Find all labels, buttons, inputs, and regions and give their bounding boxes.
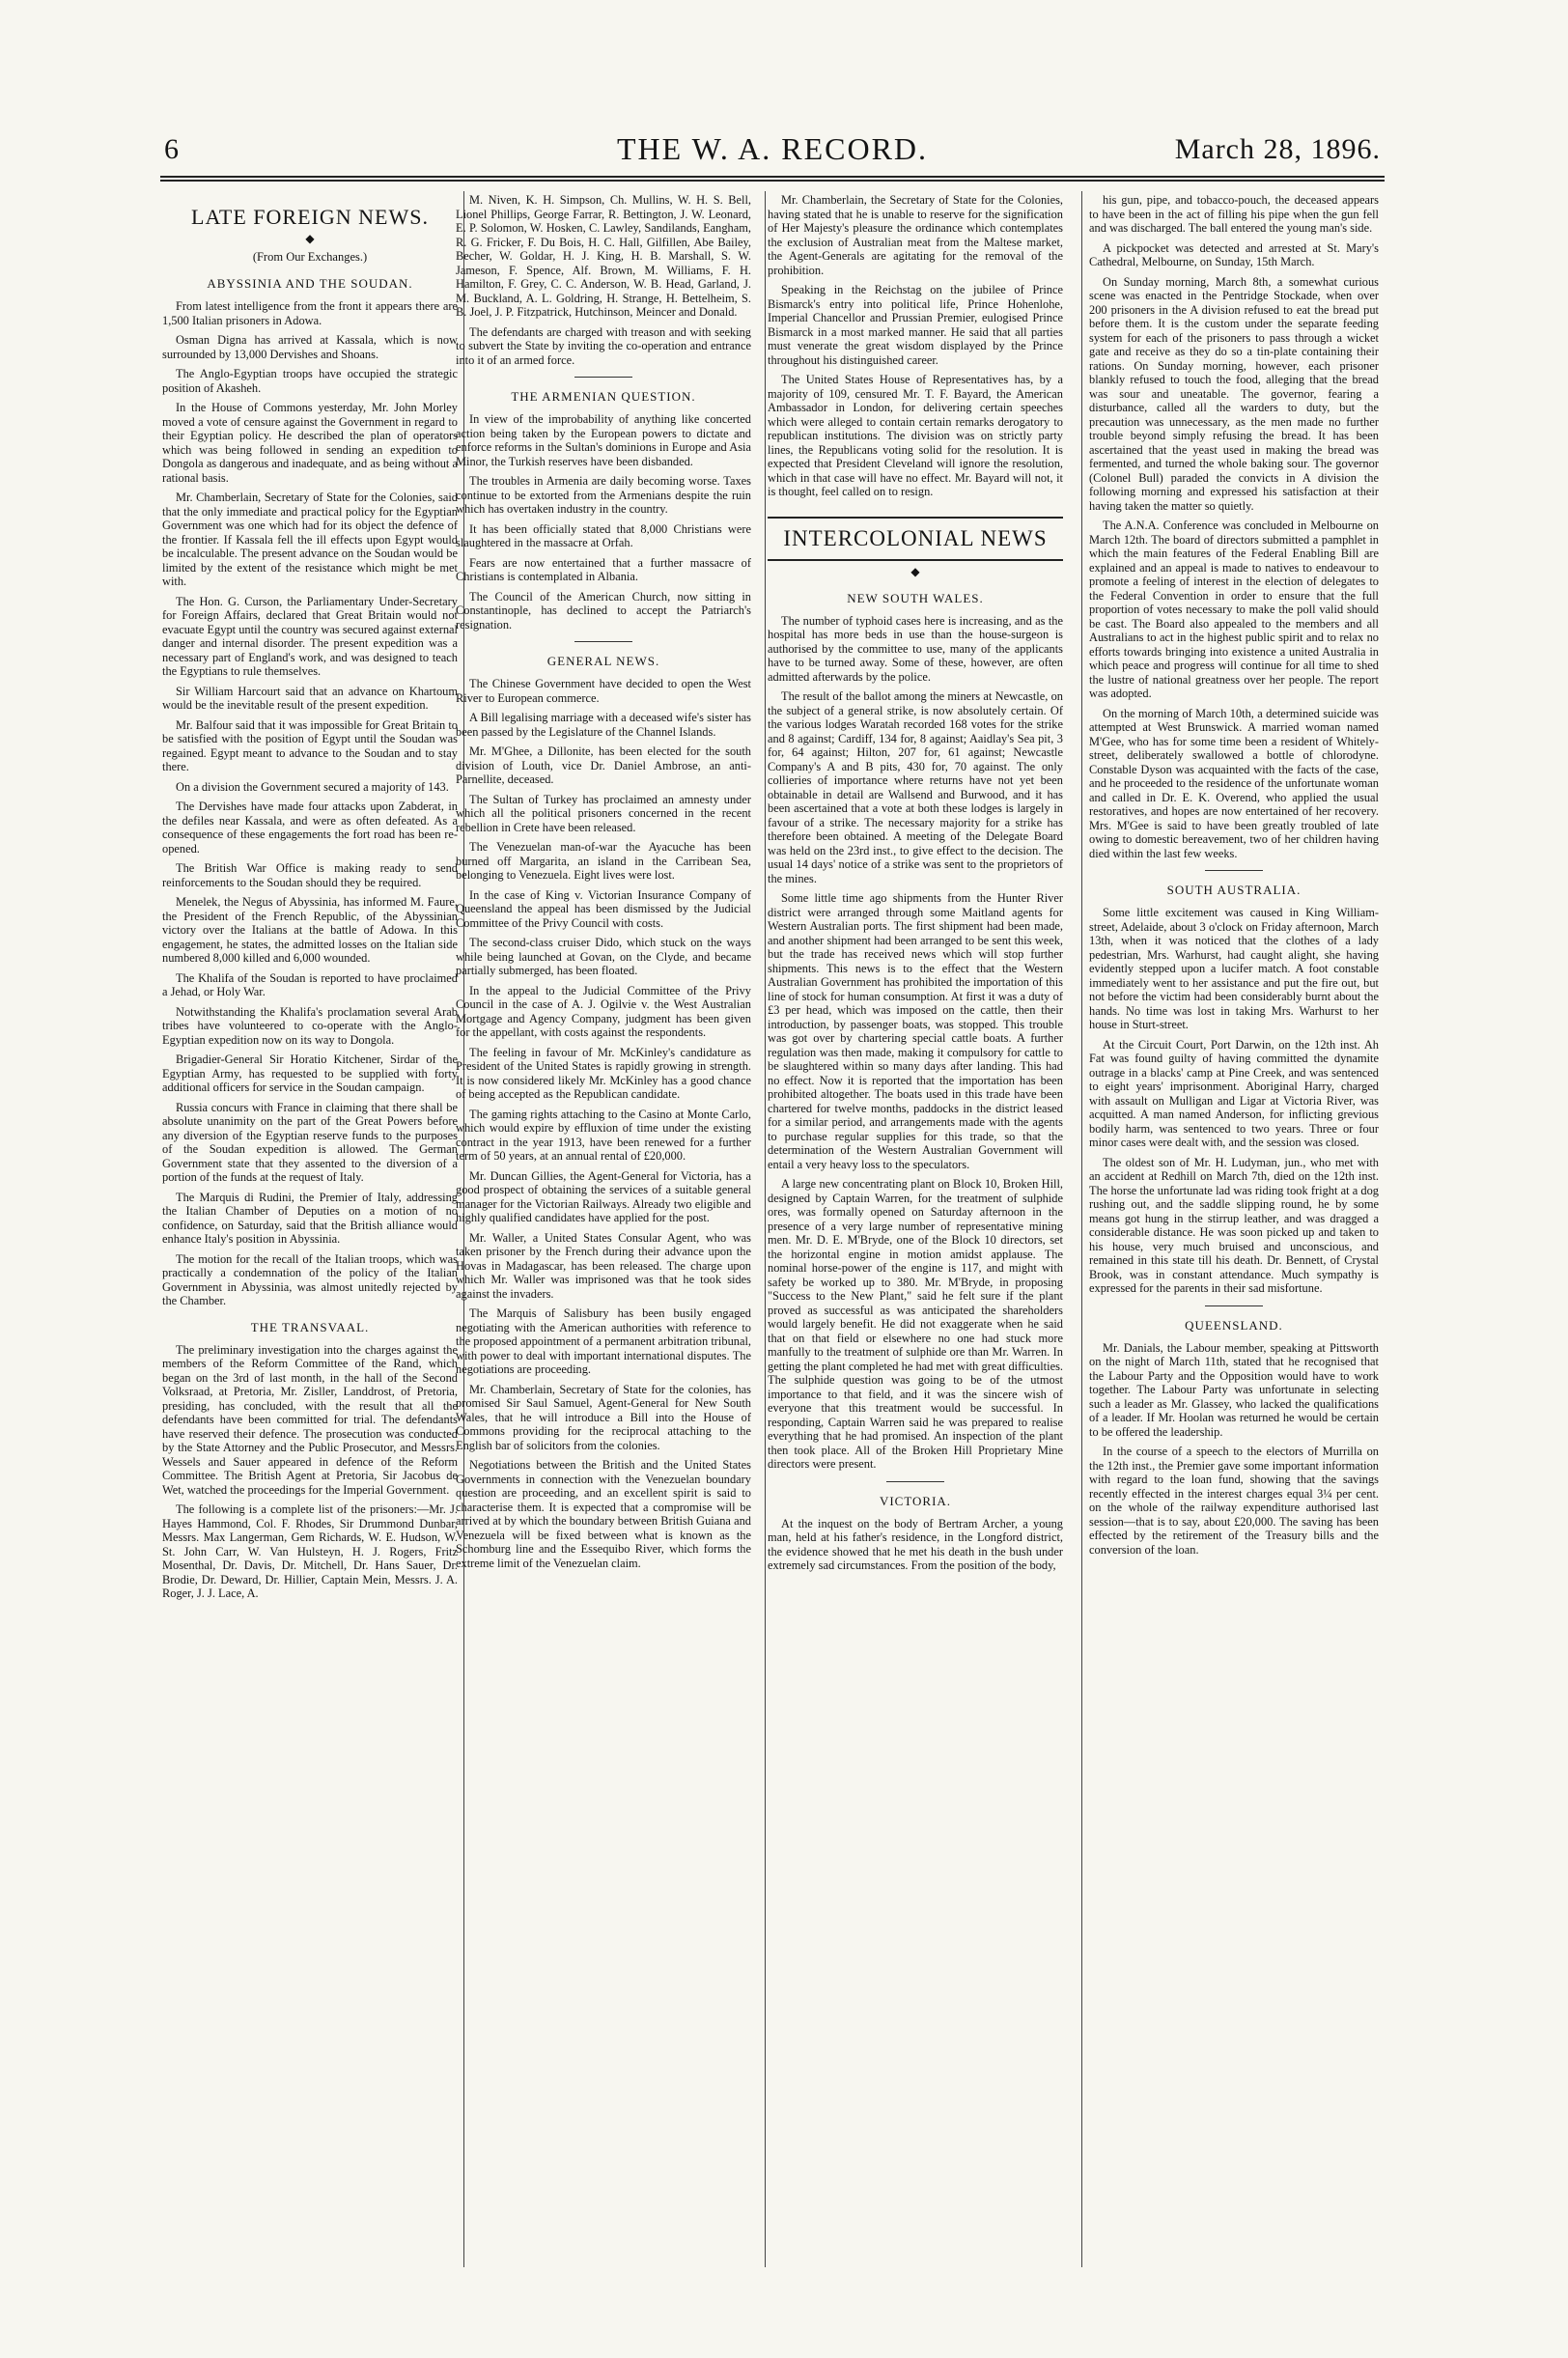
separator-rule	[886, 1481, 944, 1482]
article-general-news	[456, 677, 751, 1570]
paragraph: The Chinese Government have decided to open the West River to European commerce.	[456, 677, 751, 705]
issue-date: March 28, 1896.	[1174, 133, 1381, 165]
paragraph: A large new concentrating plant on Block 10, Broken Hill, designed by Captain Warren, for the treatment of sulphide ores, was formally opened on Saturday afternoon in the presence of a very large number of representative mining men. Mr. D. E. M'Bryde, one of the Block 10 directors, set the horizontal engine in motion amidst applause. The nominal horse-power of the engine is 117, and might with safety be worked up to 380. Mr. M'Bryde, in proposing "Success to the New Plant," said he felt sure if the plant proved as successful as was anticipated the shareholders would largely benefit. He did not exaggerate when he said that on that field or elsewhere no one had stuck more manfully to the treatment of sulphide ore than Mr. Warren. In getting the plant completed he had met with great difficulties. The sulphide question was going to be of the utmost importance to that field, and it was the sincere wish of everyone that this treatment would be successful. In responding, Captain Warren said he was prepared to realise everything that he had promised. An inspection of the plant then took place. All of the Broken Hill Proprietary Mine directors were present.	[768, 1177, 1063, 1471]
paragraph: From latest intelligence from the front it appears there are 1,500 Italian prisoners in Adowa.	[162, 299, 458, 327]
paragraph: The Council of the American Church, now sitting in Constantinople, has declined to accept the Patriarch's resignation.	[456, 589, 751, 632]
paragraph: It has been officially stated that 8,000 Christians were slaughtered in the massacre at Orfah.	[456, 521, 751, 549]
paragraph: The following is a complete list of the prisoners:—Mr. J. Hayes Hammond, Col. F. Rhodes, Sir Drummond Dunbar, Messrs. Max Langerman, Gem Richards, W. E. Hudson, W. St. John Carr, W. Van Hulsteyn, H. J. Rogers, Fritz Mosenthal, Dr. Davis, Dr. Mitchell, Dr. Hans Sauer, Dr. Brodie, Dr. Deward, Dr. Hillier, Captain Mein, Messrs. J. A. Roger, J. J. Lace, A.	[162, 1502, 458, 1600]
paragraph: The Marquis of Salisbury has been busily engaged negotiating with the American authorities with reference to the proposed appointment of a permanent arbitration tribunal, with power to deal with important international disputes. The negotiations are proceeding.	[456, 1306, 751, 1376]
paragraph: Osman Digna has arrived at Kassala, which is now surrounded by 13,000 Dervishes and Shoans.	[162, 333, 458, 361]
paragraph: Mr. Danials, the Labour member, speaking at Pittsworth on the night of March 11th, stated that he recognised that the Labour Party and the Opposition would have to work together. The Labour Party was unfortunate in selecting such a leader as Mr. Glassey, who lacked the qualifications of a leader. If Mr. Hoolan was returned he would be certain to be offered the leadership.	[1089, 1340, 1379, 1439]
article-transvaal-end	[456, 325, 751, 368]
subheading-abyssinia: ABYSSINIA AND THE SOUDAN.	[207, 276, 413, 291]
header-rule-thin	[160, 180, 1385, 182]
paragraph: The second-class cruiser Dido, which stuck on the ways while being launched at Govan, on the Clyde, and became partially submerged, has been floated.	[456, 936, 751, 977]
paragraph: The preliminary investigation into the charges against the members of the Reform Committee of the Rand, which began on the 3rd of last month, in the hall of the Second Volksraad, at Pretoria, Mr. Zisller, Landdrost, of Pretoria, presiding, has concluded, with the result that all the defendants have been committed for trial. The defendants have reserved their defence. The prosecution was conducted by the State Attorney and the Public Prosecutor, and Messrs. Wessels and Sauer appeared in defence of the Reform Committee. The British Agent at Pretoria, Sir Jacobus de Wet, watched the proceedings for the Imperial Government.	[162, 1342, 458, 1497]
paragraph: The Venezuelan man-of-war the Ayacuche has been burned off Margarita, an island in the Carribean Sea, belonging to Venezuela. Eight lives were lost.	[456, 840, 751, 882]
article-general-news-continued	[768, 193, 1063, 499]
paragraph: Brigadier-General Sir Horatio Kitchener, Sirdar of the Egyptian Army, has requested to be supplied with forty additional officers for service in the Soudan campaign.	[162, 1053, 458, 1094]
subheading-transvaal: THE TRANSVAAL.	[250, 1319, 370, 1334]
paragraph: The gaming rights attaching to the Casino at Monte Carlo, which would expire by effluxion of time under the existing contract in the year 1913, have been renewed for a further term of 50 years, at an annual rental of £20,000.	[456, 1107, 751, 1163]
article-new-south-wales	[768, 614, 1063, 1472]
paragraph: Some little time ago shipments from the Hunter River district were arranged through some Maitland agents for Western Australian ports. The first shipment had been made, and another shipment had been arranged to be sent this week, but the trade has received news which will stop further shipments. This news is to the effect that the Western Australian Government has prohibited the importation of this line of stock for human consumption. At first it was a duty of £3 per head, which was imposed on the cattle, then their introduction, by passenger boats, was stopped. This trouble was got over by chartering special cattle boats. A further regulation was then made, making it compulsory for cattle to be slaughtered within so many days after landing. This had no effect. Now it is reported that the importation has been prohibited altogether. The boats used in this trade have been chartered for twelve months, paddocks in the district leased for a similar period, and arrangements made with the agents to purchase regular supplies for this trade, so that the determination of the Western Australian Government will entail a very heavy loss to the speculators.	[768, 891, 1063, 1171]
paragraph: On Sunday morning, March 8th, a somewhat curious scene was enacted in the Pentridge Stockade, when over 200 prisoners in the A division refused to eat the bread put before them. It is the custom under the separate feeding system for each of the prisoners to pass through a wicket gate and receive as they do so a tin-plate containing their rations. On Sunday morning, however, each prisoner blankly refused to touch the food, alleging that the bread was sour and uneatable. The governor, fearing a disturbance, called all the warders to duty, but the precaution was unnecessary, as the men made no further trouble beyond simply refusing the bread. It has been ascertained that the yeast used in making the bread was fermented, and turned the whole baking sour. The governor (Colonel Bull) paraded the convicts in A division the following morning and expressed his satisfaction at their having taken the matter so quietly.	[1089, 274, 1379, 513]
section-heading-intercolonial-news: INTERCOLONIAL NEWS	[768, 517, 1063, 561]
subheading-armenian-question: THE ARMENIAN QUESTION.	[511, 389, 696, 404]
paragraph: The feeling in favour of Mr. McKinley's candidature as President of the United States is rapidly growing in strength. It is now considered likely Mr. McKinley has a good chance of being accepted as the Republican candidate.	[456, 1045, 751, 1101]
column-divider	[765, 191, 766, 2267]
section-heading-late-foreign-news: LATE FOREIGN NEWS.	[191, 205, 429, 229]
paragraph: Mr. Balfour said that it was impossible for Great Britain to be satisfied with the position of Egypt until the Soudan was regained. Egypt meant to advance to the Soudan and to stay there.	[162, 717, 458, 773]
paragraph: The number of typhoid cases here is increasing, and as the hospital has more beds in use than the house-surgeon is authorised by the committee to use, many of the applicants have to be turned away. Some of these, however, are often admitted afterwards by the police.	[768, 613, 1063, 684]
paragraph: At the Circuit Court, Port Darwin, on the 12th inst. Ah Fat was found guilty of having committed the dynamite outrage in a blacks' camp at Pine Creek, and was sentenced to eight years' imprisonment. Aboriginal Harry, charged with assault on Mulligan and Ligar at Victoria River, was acquitted. A man named Anderson, for inflicting grevious bodily harm, was sentenced to two years. Three or four minor cases were dealt with, and the session was closed.	[1089, 1037, 1379, 1149]
paragraph: At the inquest on the body of Bertram Archer, a young man, held at his father's residence, in the Longford district, the evidence showed that he met his death in the bush under extremely sad circumstances. From the position of the body,	[768, 1516, 1063, 1572]
article-abyssinia	[162, 299, 458, 1308]
paragraph: Mr. M'Ghee, a Dillonite, has been elected for the south division of Louth, vice Dr. Daniel Ambrose, an anti-Parnellite, deceased.	[456, 744, 751, 786]
paragraph: The Marquis di Rudini, the Premier of Italy, addressing the Italian Chamber of Deputies on a motion of no confidence, on Saturday, said that the British alliance would enhance Italy's position in Abyssinia.	[162, 1190, 458, 1246]
article-queensland	[1089, 1341, 1379, 1558]
paragraph: The Dervishes have made four attacks upon Zabderat, in the defiles near Kassala, and were as often defeated. As a consequence of these engagements the fort road has been re-opened.	[162, 800, 458, 856]
paragraph: The defendants are charged with treason and with seeking to subvert the State by inviting the co-operation and entrance into it of an armed force.	[456, 324, 751, 367]
paragraph: On a division the Government secured a majority of 143.	[176, 779, 449, 794]
article-victoria-continued	[1089, 241, 1379, 861]
paragraph: The British War Office is making ready to send reinforcements to the Soudan should they be required.	[162, 861, 458, 889]
paragraph: Some little excitement was caused in King William-street, Adelaide, about 3 o'clock on Friday afternoon, March 13th, when it was noticed that the clothes of a lady pedestrian, Mrs. Warhurst, had caught alight, she having evidently stepped upon a lucifer match. A foot constable immediately went to her assistance and put the fire out, but not before the victim had been considerably burnt about the hands. No time was lost in taking Mrs. Warhurst to her house in Sturt-street.	[1089, 906, 1379, 1031]
subheading-queensland: QUEENSLAND.	[1185, 1317, 1283, 1333]
paragraph: A Bill legalising marriage with a deceased wife's sister has been passed by the Legislature of the Channel Islands.	[456, 711, 751, 739]
separator-rule	[574, 377, 632, 378]
subheading-victoria: VICTORIA.	[879, 1493, 952, 1508]
paragraph: The United States House of Representatives has, by a majority of 109, censured Mr. T. F. Bayard, the American Ambassador in London, for delivering certain speeches which were alleged to contain certain remarks derogatory to republican institutions. The division was on strictly party lines, the Republicans voting solid for the resolution. It is expected that President Cleveland will ignore the resolution, which in that case will have no effect. Mr. Bayard will not, it is thought, feel called on to resign.	[768, 373, 1063, 498]
paragraph: In the House of Commons yesterday, Mr. John Morley moved a vote of censure against the Government in regard to their Egyptian policy. He described the plan of operators which was being followed in sending an expedition to Dongola as dangerous and inadequate, and as being without a rational basis.	[162, 401, 458, 485]
paragraph: Russia concurs with France in claiming that there shall be absolute unanimity on the part of the Great Powers before any diversion of the Egyptian reserve funds to the purposes of the Soudan expedition is allowed. The German Government state that they assented to the diversion of a portion of the funds at the request of Italy.	[162, 1100, 458, 1184]
paragraph: Mr. Waller, a United States Consular Agent, who was taken prisoner by the French during their advance upon the Hovas in Madagascar, has been released. The charge upon which Mr. Waller was imprisoned was that he took sides against the invaders.	[456, 1230, 751, 1301]
paragraph: The result of the ballot among the miners at Newcastle, on the subject of a general strike, is now absolutely certain. Of the various lodges Waratah recorded 168 votes for the strike and 8 against; Cardiff, 134 for, 8 against; Aaidlay's Sea pit, 3 for, 64 against; Hilton, 207 for, 61 against; Newcastle Company's A and B pits, 430 for, 70 against. The only collieries of importance where returns have not yet been obtainable in detail are Wallsend and Burwood, and it has been ascertained that a vote at both these lodges is largely in favour of a strike. The necessary majority for a strike has therefore been obtained. A meeting of the Delegate Board was held on the 23rd inst., to give effect to the decision. The usual 14 days' notice of a strike was sent to the proprietors of the mines.	[768, 689, 1063, 885]
separator-rule	[1205, 870, 1263, 871]
paragraph: The Sultan of Turkey has proclaimed an amnesty under which all the political prisoners concerned in the recent rebellion in Crete have been released.	[456, 792, 751, 834]
paragraph: Negotiations between the British and the United States Governments in connection with the Venezuelan boundary question are proceeding, and an excellent spirit is said to characterise them. It is expected that a compromise will be arrived at by which the boundary between British Guiana and Venezuela will be fixed between what is known as the Schomburg line and the Essequibo River, which forms the extreme limit of the Venezuelan claim.	[456, 1458, 751, 1570]
subheading-new-south-wales: NEW SOUTH WALES.	[847, 590, 984, 605]
paragraph: A pickpocket was detected and arrested at St. Mary's Cathedral, Melbourne, on Sunday, 15th March.	[1089, 240, 1379, 268]
paragraph: Mr. Chamberlain, Secretary of State for the colonies, has promised Sir Saul Samuel, Agent-General for New South Wales, that he will introduce a Bill into the House of Commons providing for the reciprocal attaching to the English bar of solicitors from the colonies.	[456, 1382, 751, 1452]
paragraph: The troubles in Armenia are daily becoming worse. Taxes continue to be extorted from the Armenians despite the ruin which has overtaken industry in the country.	[456, 474, 751, 516]
page-number: 6	[164, 133, 179, 165]
paragraph: The oldest son of Mr. H. Ludyman, jun., who met with an accident at Redhill on March 7th, died on the 12th inst. The horse the unfortunate lad was riding took fright at a dog rushing out, and the saddle slipping round, he by some means got hung in the stirrup leather, and was dragged a considerable distance. He was soon picked up and taken to his house, very much bruised and unconscious, and remained in this state till his death. Dr. Bennett, of Crystal Brook, was in constant attendance. Much sympathy is expressed for the parents in their sad misfortune.	[1089, 1155, 1379, 1295]
subheading-general-news: GENERAL NEWS.	[546, 654, 660, 668]
paragraph: Mr. Chamberlain, the Secretary of State for the Colonies, having stated that he is unable to reserve for the signification of Her Majesty's pleasure the ordinance which contemplates the exclusion of Australian meat from the Maltese market, the Agent-Generals are agitating for the removal of the prohibition.	[768, 193, 1063, 277]
separator-rule	[574, 641, 632, 642]
column-divider	[1081, 191, 1082, 2267]
paragraph: The motion for the recall of the Italian troops, which was practically a condemnation of the policy of the Italian Government in Abyssinia, was almost unitedly rejected by the Chamber.	[162, 1251, 458, 1307]
paragraph: Speaking in the Reichstag on the jubilee of Prince Bismarck's entry into political life, Prince Hohenlohe, Imperial Chancellor and Prussian Premier, eulogised Prince Bismarck in a most marked manner. He said that all parties must venerate the great wisdom displayed by the Prince throughout his distinguished career.	[768, 283, 1063, 367]
paragraph: The Khalifa of the Soudan is reported to have proclaimed a Jehad, or Holy War.	[162, 970, 458, 998]
paragraph: In the case of King v. Victorian Insurance Company of Queensland the appeal has been dismissed by the Judicial Committee of the Privy Council with costs.	[456, 887, 751, 930]
ornament-divider: ◆	[910, 564, 920, 578]
paragraph: Fears are now entertained that a further massacre of Christians is contemplated in Albania.	[456, 555, 751, 583]
separator-rule	[1205, 1305, 1263, 1306]
paragraph: The A.N.A. Conference was concluded in Melbourne on March 12th. The board of directors submitted a pamphlet in which the main features of the Federal Enabling Bill are explained and an appeal is made to natives to endeavour to promote a feeling of interest in the election of delegates to the Federal Convention in order to ensure that the full proportion of votes necessary to make the poll valid should be cast. The Board also appealed to the members and all Australians to act in the highest public spirit and to relax no efforts towards bringing into existence a united Australia in which peace and progress will continue for all time to shed the lustre of national greatness over her people. The report was adopted.	[1089, 519, 1379, 700]
prisoner-list-continued: M. Niven, K. H. Simpson, Ch. Mullins, W. H. S. Bell, Lionel Phillips, George Farrar, R. Bettington, J. W. Leonard, E. P. Solomon, W. Hosken, C. Lawley, Sandilands, Eangham, R. G. Fricker, F. Du Bois, H. C. Hall, Gilfillen, Abe Bailey, Becher, W. Goldar, H. J. King, H. B. Marshall, S. W. Jameson, F. Spence, Alf. Brown, M. Williams, F. H. Hamilton, F. Grey, C. C. Anderson, W. B. Head, Garland, J. M. Buckland, A. L. Goldring, H. Strange, H. Bettelheim, S. B. Joel, J. P. Fitzpatrick, Hutchinson, Meincer and Donald.	[456, 193, 751, 319]
page-header	[164, 127, 1381, 172]
paragraph: Menelek, the Negus of Abyssinia, has informed M. Faure, the President of the French Republic, of the Abyssinian victory over the Italians at the battle of Adowa. In this engagement, he states, the admitted losses on the Italian side numbered 8,000 killed and 6,000 wounded.	[162, 895, 458, 965]
paragraph: In view of the improbability of anything like concerted action being taken by the European powers to dictate and enforce reforms in the Sultan's dominions in Europe and Asia Minor, the Turkish reserves have been disbanded.	[456, 412, 751, 468]
paragraph: In the appeal to the Judicial Committee of the Privy Council in the case of A. J. Ogilvie v. the West Australian Mortgage and Agency Company, judgment has been given for the appellant, with costs against the respondents.	[456, 983, 751, 1039]
source-note: (From Our Exchanges.)	[252, 250, 368, 264]
article-transvaal	[162, 1343, 458, 1601]
paragraph: Notwithstanding the Khalifa's proclamation several Arab tribes have volunteered to co-operate with the Anglo-Egyptian expedition now on its way to Dongola.	[162, 1004, 458, 1047]
article-armenian-question	[456, 412, 751, 632]
paragraph: Sir William Harcourt said that an advance on Khartoum would be the inevitable result of the present expedition.	[162, 684, 458, 712]
paragraph: On the morning of March 10th, a determined suicide was attempted at West Brunswick. A married woman named M'Gee, who has for some time been a resident of Whitely-street, deliberately swallowed a bottle of chlorodyne. Constable Dyson was acquainted with the facts of the case, and he proceeded to the residence of the unfortunate woman and called in Dr. E. K. Overend, who applied the usual restoratives, and hopes are now entertained of her recovery. Mrs. M'Gee is said to have been greatly troubled of late owing to domestic bereavement, two of her children having died within the last few weeks.	[1089, 706, 1379, 860]
article-south-australia	[1089, 906, 1379, 1296]
header-rule	[160, 176, 1385, 178]
column-2	[456, 193, 751, 2269]
column-1	[162, 193, 458, 2269]
ornament-divider: ◆	[305, 232, 315, 245]
column-3	[768, 193, 1063, 2269]
paragraph: The Hon. G. Curson, the Parliamentary Under-Secretary for Foreign Affairs, declared that Great Britain would not evacuate Egypt until the country was secured against external danger and internal disorder. The present expedition was a necessary part of England's work, and was designed to teach the Egyptians to rule themselves.	[162, 594, 458, 678]
paragraph: The Anglo-Egyptian troops have occupied the strategic position of Akasheh.	[162, 367, 458, 395]
paragraph: Mr. Duncan Gillies, the Agent-General for Victoria, has a good prospect of obtaining the services of a suitable general manager for the Victorian Railways. Already two eligible and highly qualified candidates have applied for the post.	[456, 1168, 751, 1224]
newspaper-title: THE W. A. RECORD.	[616, 131, 929, 166]
victoria-continued: his gun, pipe, and tobacco-pouch, the deceased appears to have been in the act of filling his pipe when the gun fell and was discharged. The ball entered the young man's side.	[1089, 193, 1379, 235]
column-4	[1089, 193, 1379, 2269]
article-victoria	[768, 1517, 1063, 1573]
paragraph: In the course of a speech to the electors of Murrilla on the 12th inst., the Premier gave some important information with regard to the loan fund, showing that the savings recently effected in the interest charges equal 3¼ per cent. on the whole of the railway expenditure authorised last session—that is to say, about £20,000. The saving has been effected by the retirement of the Treasury bills and the conversion of the loan.	[1089, 1445, 1379, 1557]
subheading-south-australia: SOUTH AUSTRALIA.	[1166, 883, 1302, 897]
paragraph: Mr. Chamberlain, Secretary of State for the Colonies, said that the only immediate and practical policy for the Egyptian Government was one which had for its object the defence of the frontier. If Kassala fell the ill effects upon Egypt would be incalculable. The present advance on the Soudan would be limited by the extent of the resistance which might be met with.	[162, 491, 458, 588]
